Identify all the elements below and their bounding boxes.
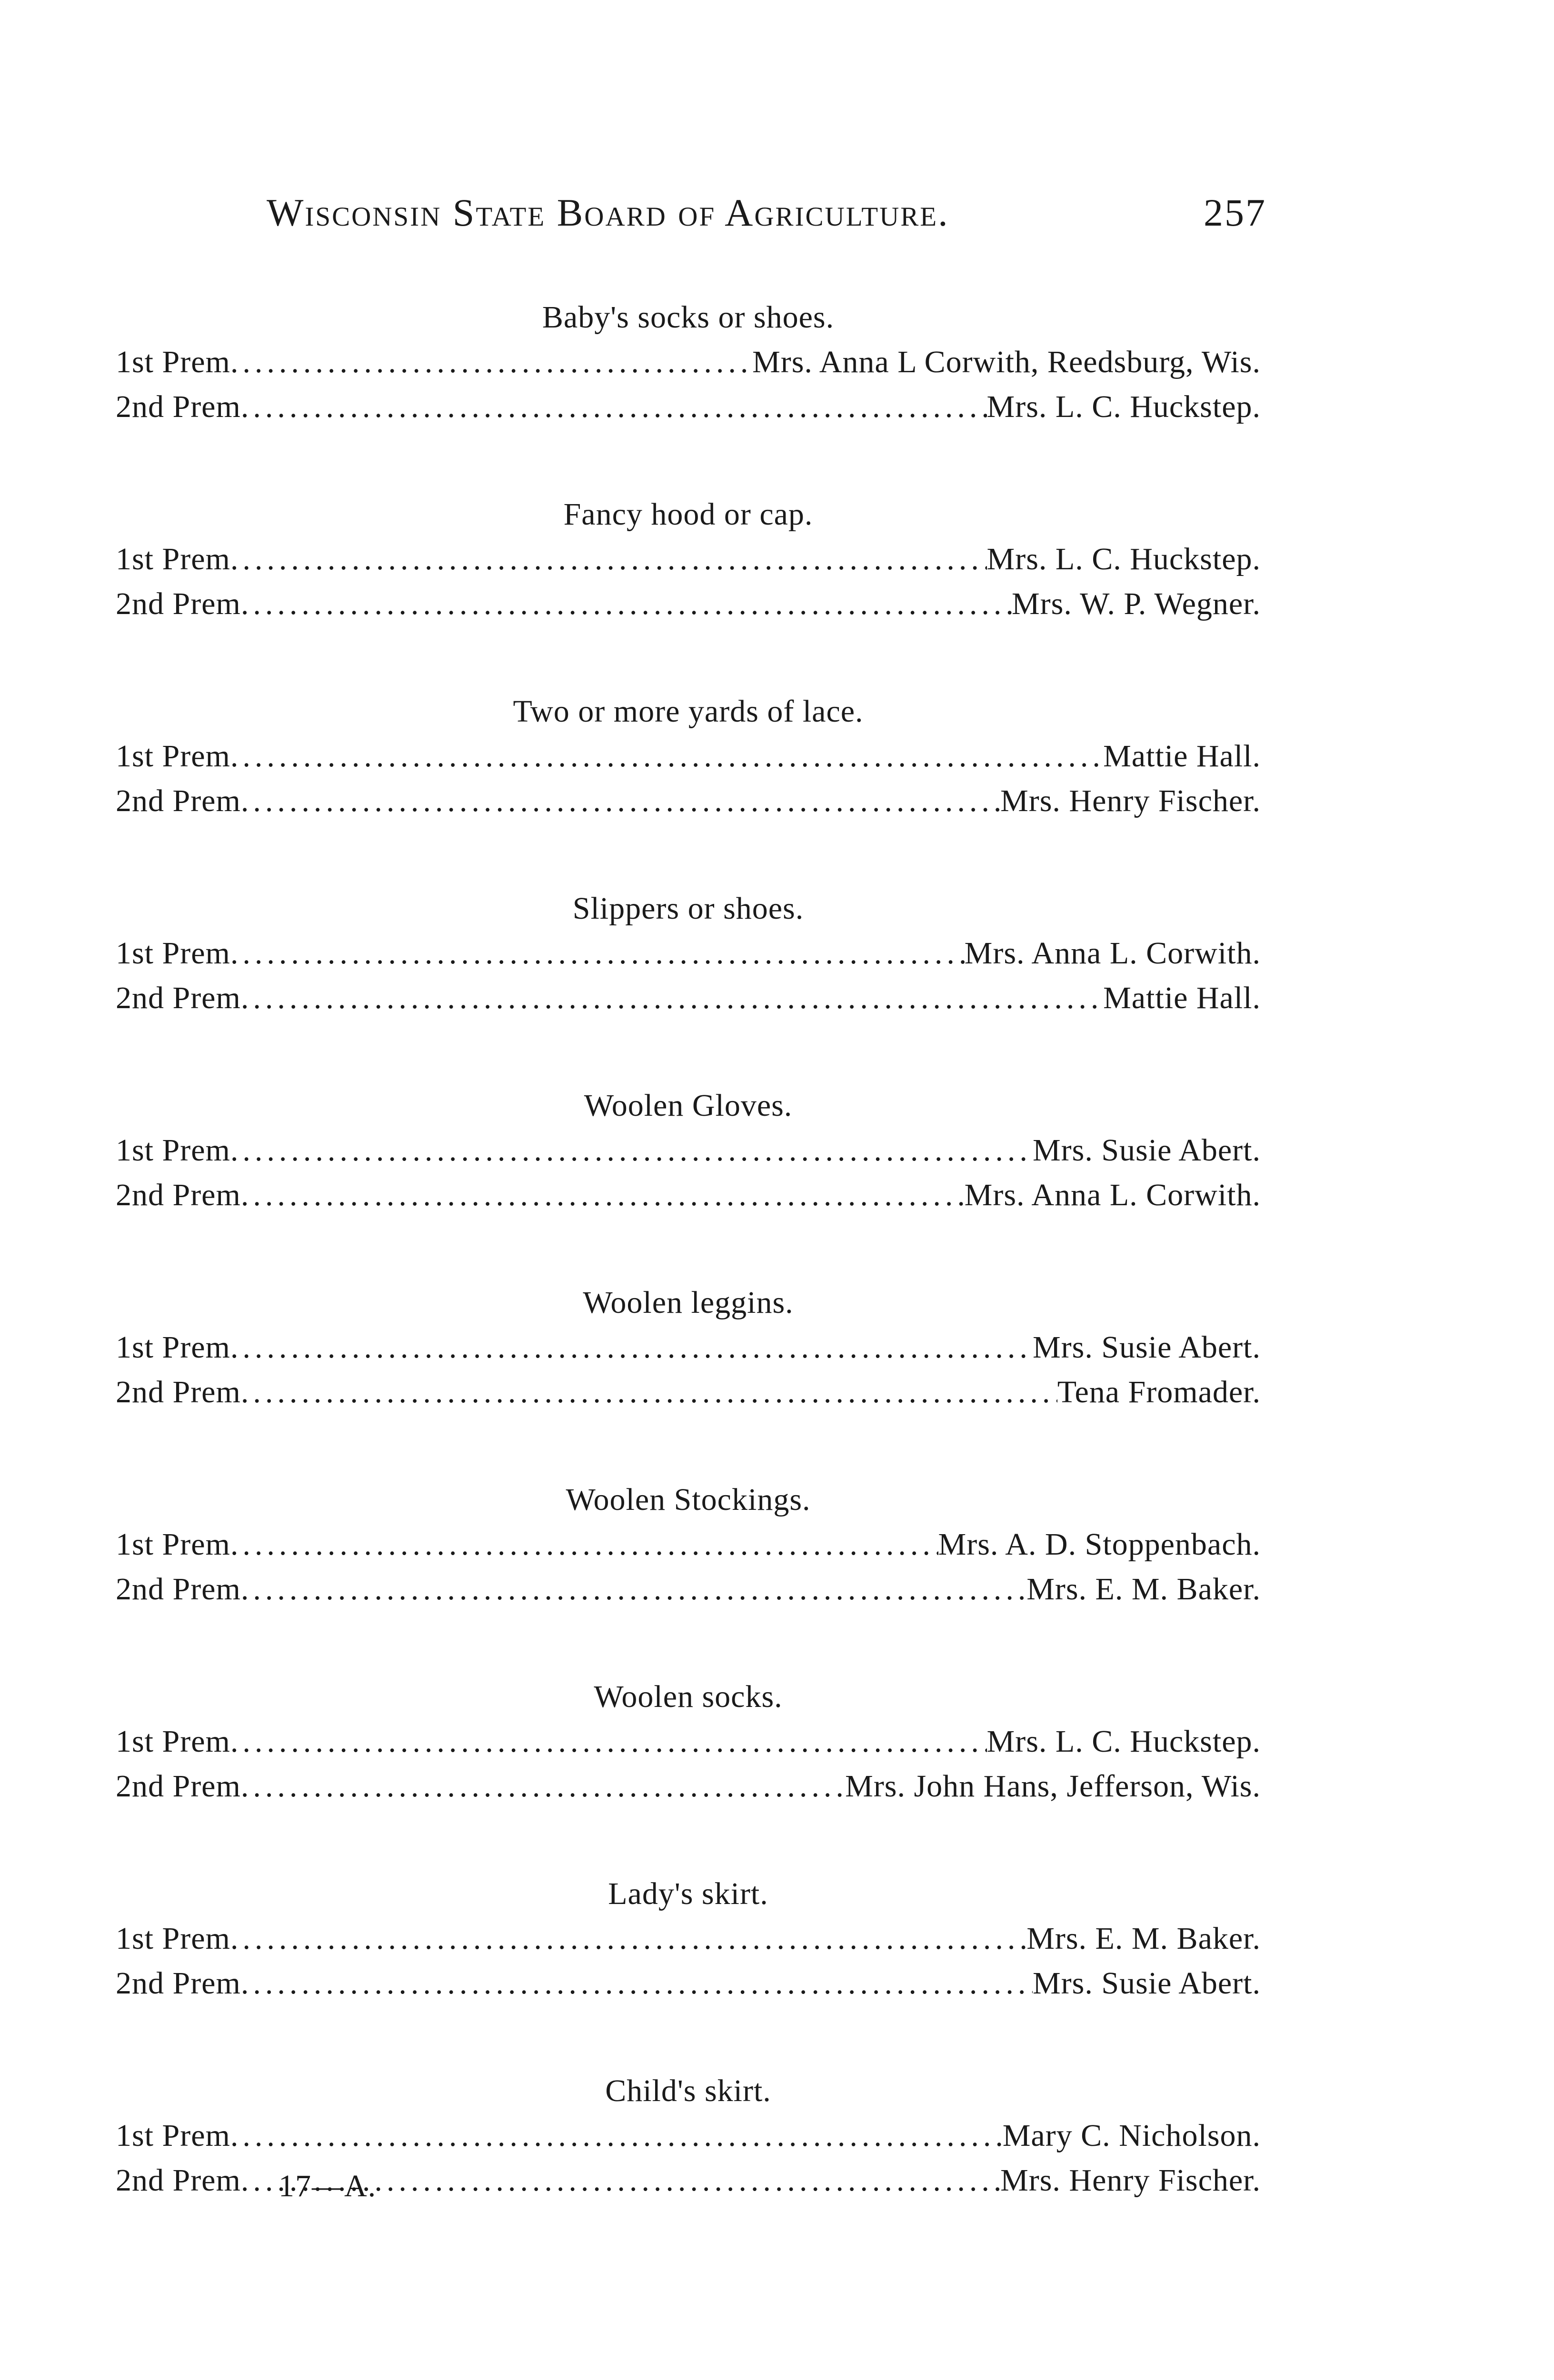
section-heading: Woolen leggins. xyxy=(583,1285,794,1320)
section-heading: Lady's skirt. xyxy=(608,1876,768,1911)
winner-name: Mrs. E. M. Baker. xyxy=(1026,1572,1261,1606)
dot-leader xyxy=(230,931,965,976)
dot-leader xyxy=(230,1128,1033,1173)
page-number: 257 xyxy=(1204,191,1266,234)
dot-leader xyxy=(230,2113,1003,2158)
premium-entry xyxy=(116,2113,1261,2158)
winner-name: Mrs. Susie Abert. xyxy=(1033,1133,1261,1168)
premium-section xyxy=(116,689,1261,823)
prize-label: 1st Prem xyxy=(116,1921,230,1956)
prize-label: 1st Prem xyxy=(116,936,230,971)
premium-entry xyxy=(116,1370,1261,1415)
winner-name: Mrs. John Hans, Jefferson, Wis. xyxy=(845,1769,1261,1804)
winner-name: Mrs. L. C. Huckstep. xyxy=(986,542,1261,576)
prize-label: 2nd Prem xyxy=(116,783,241,818)
winner-name: Mrs. W. P. Wegner. xyxy=(1011,586,1261,621)
prize-label: 1st Prem xyxy=(116,1724,230,1759)
prize-label: 2nd Prem xyxy=(116,2163,241,2198)
dot-leader xyxy=(241,582,1012,626)
premium-entry xyxy=(116,1128,1261,1173)
dot-leader xyxy=(241,1764,845,1809)
prize-label: 2nd Prem xyxy=(116,586,241,621)
dot-leader xyxy=(241,1961,1033,2006)
premium-entry xyxy=(116,1764,1261,1809)
prize-label: 1st Prem xyxy=(116,1133,230,1168)
premium-entry xyxy=(116,340,1261,385)
prize-label: 2nd Prem xyxy=(116,1178,241,1212)
winner-name: Mrs. Henry Fischer. xyxy=(1000,783,1261,818)
dot-leader xyxy=(230,1325,1033,1370)
premium-entry xyxy=(116,1961,1261,2006)
dot-leader xyxy=(241,385,987,429)
premium-entry xyxy=(116,537,1261,582)
prize-label: 1st Prem xyxy=(116,1527,230,1562)
prize-label: 1st Prem xyxy=(116,345,230,379)
winner-name: Mrs. Susie Abert. xyxy=(1033,1330,1261,1365)
premium-list xyxy=(116,295,1261,2266)
section-heading: Child's skirt. xyxy=(605,2073,771,2108)
premium-entry xyxy=(116,1916,1261,1961)
winner-name: Mrs. L. C. Huckstep. xyxy=(986,1724,1261,1759)
prize-label: 1st Prem xyxy=(116,739,230,774)
dot-leader xyxy=(241,1173,965,1218)
prize-label: 1st Prem xyxy=(116,542,230,576)
premium-entry xyxy=(116,1325,1261,1370)
winner-name: Mrs. Henry Fischer. xyxy=(1000,2163,1261,2198)
dot-leader xyxy=(241,1370,1057,1415)
premium-entry xyxy=(116,385,1261,429)
prize-label: 1st Prem xyxy=(116,1330,230,1365)
dot-leader xyxy=(241,779,1000,823)
premium-entry xyxy=(116,1719,1261,1764)
section-heading: Baby's socks or shoes. xyxy=(542,300,835,335)
prize-label: 2nd Prem xyxy=(116,1966,241,2001)
running-head xyxy=(267,190,1266,243)
premium-entry xyxy=(116,931,1261,976)
winner-name: Mattie Hall. xyxy=(1103,981,1261,1015)
section-heading: Two or more yards of lace. xyxy=(513,694,864,729)
premium-entry xyxy=(116,734,1261,779)
winner-name: Mrs. L. C. Huckstep. xyxy=(986,389,1261,424)
prize-label: 2nd Prem xyxy=(116,1769,241,1804)
premium-entry xyxy=(116,582,1261,626)
dot-leader xyxy=(230,1522,938,1567)
dot-leader xyxy=(230,734,1103,779)
running-head-title: Wisconsin State Board of Agriculture. xyxy=(267,191,949,234)
premium-section xyxy=(116,1478,1261,1612)
winner-name: Mattie Hall. xyxy=(1103,739,1261,774)
winner-name: Mrs. A. D. Stoppenbach. xyxy=(938,1527,1261,1562)
winner-name: Tena Fromader. xyxy=(1057,1375,1261,1409)
winner-name: Mrs. Anna L. Corwith. xyxy=(964,1178,1261,1212)
dot-leader xyxy=(230,340,752,385)
dot-leader xyxy=(230,1916,1026,1961)
section-heading: Woolen Gloves. xyxy=(584,1088,793,1123)
premium-entry xyxy=(116,1173,1261,1218)
section-heading: Woolen Stockings. xyxy=(566,1482,811,1517)
section-heading: Slippers or shoes. xyxy=(572,891,804,926)
section-heading: Fancy hood or cap. xyxy=(563,497,813,532)
premium-section xyxy=(116,886,1261,1021)
premium-section xyxy=(116,1280,1261,1415)
winner-name: Mrs. Susie Abert. xyxy=(1033,1966,1261,2001)
signature-mark: 17—A. xyxy=(279,2169,377,2203)
prize-label: 2nd Prem xyxy=(116,389,241,424)
dot-leader xyxy=(241,976,1103,1021)
premium-entry xyxy=(116,1522,1261,1567)
dot-leader xyxy=(241,1567,1026,1612)
winner-name: Mrs. Anna L Corwith, Reedsburg, Wis. xyxy=(752,345,1261,379)
premium-section xyxy=(116,1083,1261,1218)
premium-entry xyxy=(116,976,1261,1021)
prize-label: 2nd Prem xyxy=(116,1375,241,1409)
dot-leader xyxy=(230,537,987,582)
premium-section xyxy=(116,1675,1261,1809)
prize-label: 2nd Prem xyxy=(116,1572,241,1606)
section-heading: Woolen socks. xyxy=(594,1679,783,1714)
prize-label: 1st Prem xyxy=(116,2118,230,2153)
winner-name: Mrs. Anna L. Corwith. xyxy=(964,936,1261,971)
prize-label: 2nd Prem xyxy=(116,981,241,1015)
winner-name: Mrs. E. M. Baker. xyxy=(1026,1921,1261,1956)
premium-entry xyxy=(116,779,1261,823)
premium-section xyxy=(116,1872,1261,2006)
dot-leader xyxy=(230,1719,987,1764)
premium-section xyxy=(116,295,1261,429)
premium-entry xyxy=(116,1567,1261,1612)
winner-name: Mary C. Nicholson. xyxy=(1002,2118,1261,2153)
premium-section xyxy=(116,492,1261,626)
